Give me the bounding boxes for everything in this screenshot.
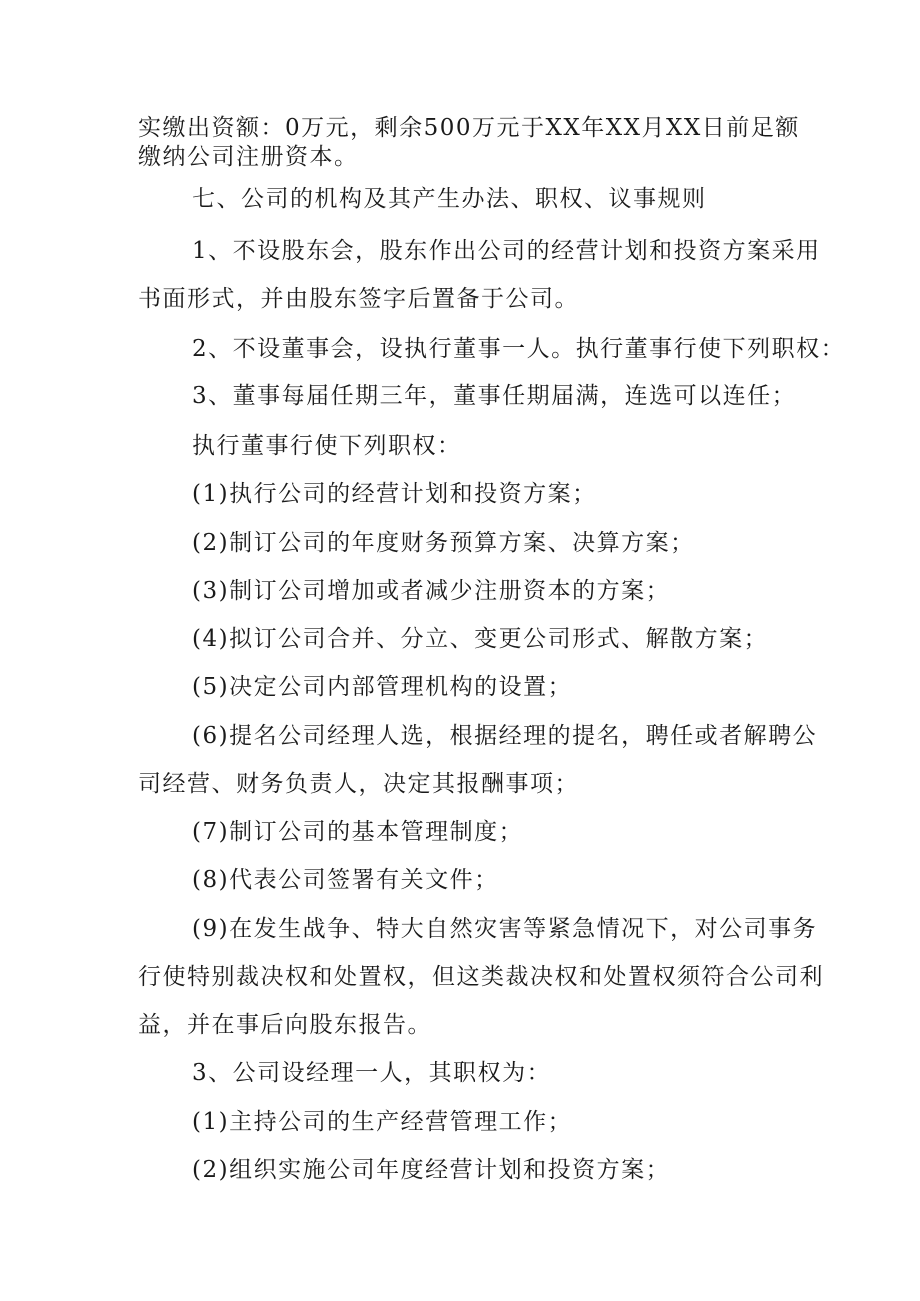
list-item: (1)主持公司的生产经营管理工作； bbox=[192, 1109, 573, 1135]
paragraph-line: 2、不设董事会，设执行董事一人。执行董事行使下列职权： bbox=[192, 336, 846, 362]
paragraph-line: 执行董事行使下列职权： bbox=[192, 433, 462, 459]
paragraph-line: 书面形式，并由股东签字后置备于公司。 bbox=[138, 286, 579, 312]
paragraph-line: 实缴出资额：0万元，剩余500万元于XX年XX月XX日前足额 bbox=[138, 115, 800, 141]
list-item: (5)决定公司内部管理机构的设置； bbox=[192, 674, 573, 700]
list-item: (4)拟订公司合并、分立、变更公司形式、解散方案； bbox=[192, 626, 769, 652]
list-item: (7)制订公司的基本管理制度； bbox=[192, 819, 524, 845]
list-item: (2)制订公司的年度财务预算方案、决算方案； bbox=[192, 530, 695, 556]
paragraph-line: 3、董事每届任期三年，董事任期届满，连选可以连任； bbox=[192, 383, 797, 409]
list-item: (8)代表公司签署有关文件； bbox=[192, 867, 499, 893]
list-item: (3)制订公司增加或者减少注册资本的方案； bbox=[192, 578, 671, 604]
paragraph-line: 缴纳公司注册资本。 bbox=[138, 144, 359, 170]
list-item: (6)提名公司经理人选，根据经理的提名，聘任或者解聘公 bbox=[192, 723, 818, 749]
list-item: (2)组织实施公司年度经营计划和投资方案； bbox=[192, 1157, 671, 1183]
list-item-continuation: 行使特别裁决权和处置权，但这类裁决权和处置权须符合公司利 bbox=[138, 964, 824, 990]
list-item-continuation: 益，并在事后向股东报告。 bbox=[138, 1012, 432, 1038]
list-item: (1)执行公司的经营计划和投资方案； bbox=[192, 481, 597, 507]
paragraph-line: 3、公司设经理一人，其职权为： bbox=[192, 1060, 552, 1086]
list-item-continuation: 司经营、财务负责人，决定其报酬事项； bbox=[138, 771, 579, 797]
paragraph-line: 1、不设股东会，股东作出公司的经营计划和投资方案采用 bbox=[192, 238, 821, 264]
section-heading: 七、公司的机构及其产生办法、职权、议事规则 bbox=[192, 186, 707, 212]
list-item: (9)在发生战争、特大自然灾害等紧急情况下，对公司事务 bbox=[192, 916, 818, 942]
